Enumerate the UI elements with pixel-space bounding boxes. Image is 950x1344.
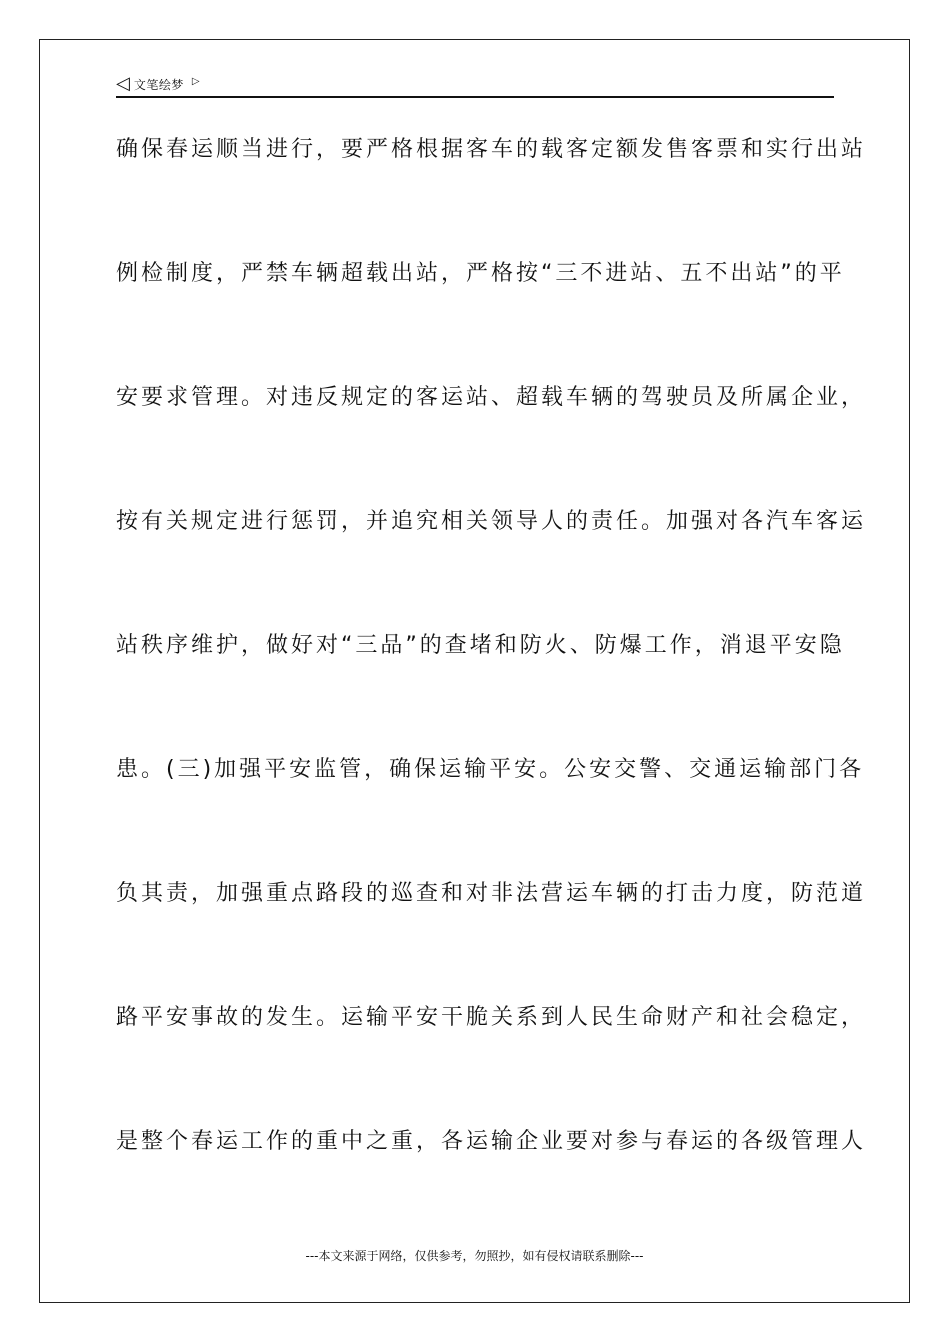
page-header <box>116 74 834 98</box>
text-line: 按有关规定进行惩罚，并追究相关领导人的责任。加强对各汽车客运 <box>116 509 867 534</box>
page-footer: ---本文来源于网络，仅供参考，勿照抄，如有侵权请联系删除--- <box>305 1249 644 1263</box>
right-triangle-icon: ▷ <box>191 76 200 87</box>
header-title: 文笔绘梦 <box>133 77 184 92</box>
text-line: 是整个春运工作的重中之重，各运输企业要对参与春运的各级管理人 <box>116 1129 867 1154</box>
text-line: 安要求管理。对违反规定的客运站、超载车辆的驾驶员及所属企业， <box>116 385 867 410</box>
text-line: 路平安事故的发生。运输平安干脆关系到人民生命财产和社会稳定， <box>116 1005 867 1030</box>
text-line: 患。(三)加强平安监管，确保运输平安。公安交警、交通运输部门各 <box>116 757 865 782</box>
text-line: 确保春运顺当进行，要严格根据客车的载客定额发售客票和实行出站 <box>116 137 867 162</box>
text-line: 例检制度，严禁车辆超载出站，严格按“三不进站、五不出站”的平 <box>116 261 845 286</box>
text-line: 负其责，加强重点路段的巡查和对非法营运车辆的打击力度，防范道 <box>116 881 867 906</box>
document-body <box>116 128 867 1244</box>
text-line: 站秩序维护，做好对“三品”的查堵和防火、防爆工作，消退平安隐 <box>116 633 845 658</box>
left-triangle-icon: ◁ <box>116 73 130 94</box>
